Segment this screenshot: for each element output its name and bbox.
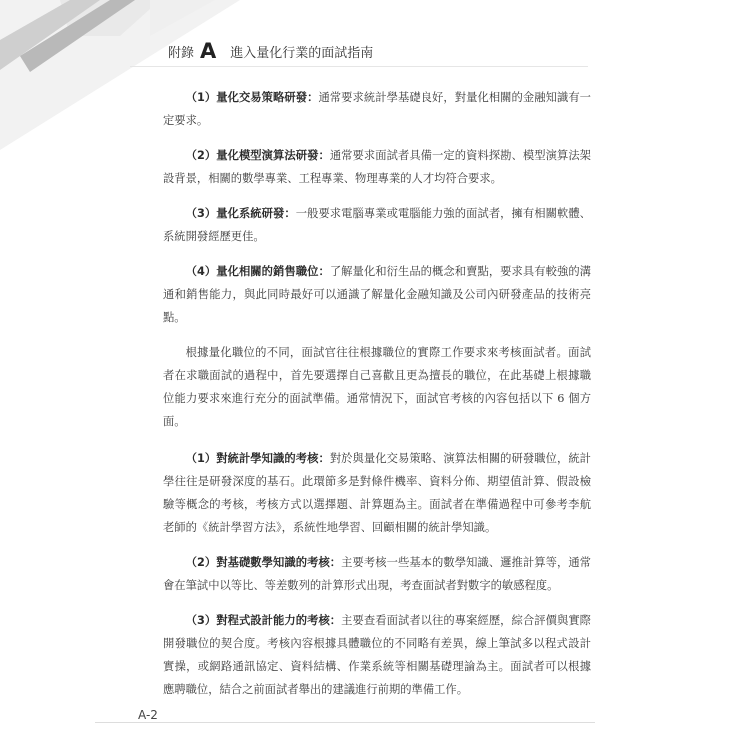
- paragraph-system-rd: [163, 202, 591, 248]
- page-number: A-2: [138, 708, 158, 722]
- paragraph-heading: （1）對統計學知識的考核：: [185, 452, 330, 465]
- paragraph-model-algorithm-rd: [163, 144, 591, 190]
- paragraph-heading: （3）對程式設計能力的考核：: [185, 614, 342, 627]
- footer-divider: [95, 722, 595, 723]
- paragraph-heading: （4）量化相關的銷售職位：: [185, 265, 330, 278]
- page-header: [168, 38, 588, 64]
- paragraph-text: 根據量化職位的不同，面試官往往根據職位的實際工作要求來考核面試者。面試者在求職面試的過程中，首先要選擇自己喜歡且更為擅長的職位，在此基礎上根據職位能力要求來進行充分的面試準備。通常情況下，面試官考核的內容包括以下 6 個方面。: [163, 346, 591, 428]
- paragraph-heading: （1）量化交易策略研發：: [185, 91, 319, 104]
- chapter-title: 進入量化行業的面試指南: [230, 45, 374, 61]
- appendix-letter: A: [200, 38, 217, 63]
- paragraph-heading: （2）對基礎數學知識的考核：: [185, 556, 342, 569]
- paragraph-intro-assessment: [163, 341, 591, 433]
- paragraph-text: 了解量化和衍生品的概念和賣點，要求具有較強的溝通和銷售能力，與此同時最好可以通識了解量化金融知識及公司內研發產品的技術亮點。: [163, 265, 591, 324]
- body-text: [163, 86, 591, 713]
- paragraph-math: [163, 551, 591, 597]
- paragraph-programming: [163, 609, 591, 701]
- paragraph-heading: （2）量化模型演算法研發：: [185, 149, 330, 162]
- appendix-label: 附錄: [168, 45, 195, 61]
- paragraph-text: 通常要求統計學基礎良好，對量化相關的金融知識有一定要求。: [163, 91, 591, 127]
- paragraph-strategy-rd: [163, 86, 591, 132]
- paragraph-heading: （3）量化系統研發：: [185, 207, 296, 220]
- paragraph-text: 一般要求電腦專業或電腦能力強的面試者，擁有相關軟體、系統開發經歷更佳。: [163, 207, 591, 243]
- paragraph-text: 主要查看面試者以往的專案經歷，綜合評價與實際開發職位的契合度。考核內容根據具體職位的不同略有差異，線上筆試多以程式設計實操，或網路通訊協定、資料結構、作業系統等相關基礎理論為主。面試者可以根據應聘職位，結合之前面試者舉出的建議進行前期的準備工作。: [163, 614, 591, 696]
- paragraph-text: 主要考核一些基本的數學知識、邏推計算等，通常會在筆試中以等比、等差數列的計算形式出現，考查面試者對數字的敏感程度。: [163, 556, 591, 592]
- header-divider: [130, 66, 588, 67]
- paragraph-sales-role: [163, 260, 591, 329]
- paragraph-text: 對於與量化交易策略、演算法相關的研發職位，統計學往往是研發深度的基石。此環節多是對條件機率、資料分佈、期望值計算、假設檢驗等概念的考核，考核方式以選擇題、計算題為主。面試者在準備過程中可參考李航老師的《統計學習方法》，系統性地學習、回顧相關的統計學知識。: [163, 452, 591, 534]
- paragraph-text: 通常要求面試者具備一定的資料探勘、模型演算法架設背景，相關的數學專業、工程專業、物理專業的人才均符合要求。: [163, 149, 591, 185]
- paragraph-statistics: [163, 447, 591, 539]
